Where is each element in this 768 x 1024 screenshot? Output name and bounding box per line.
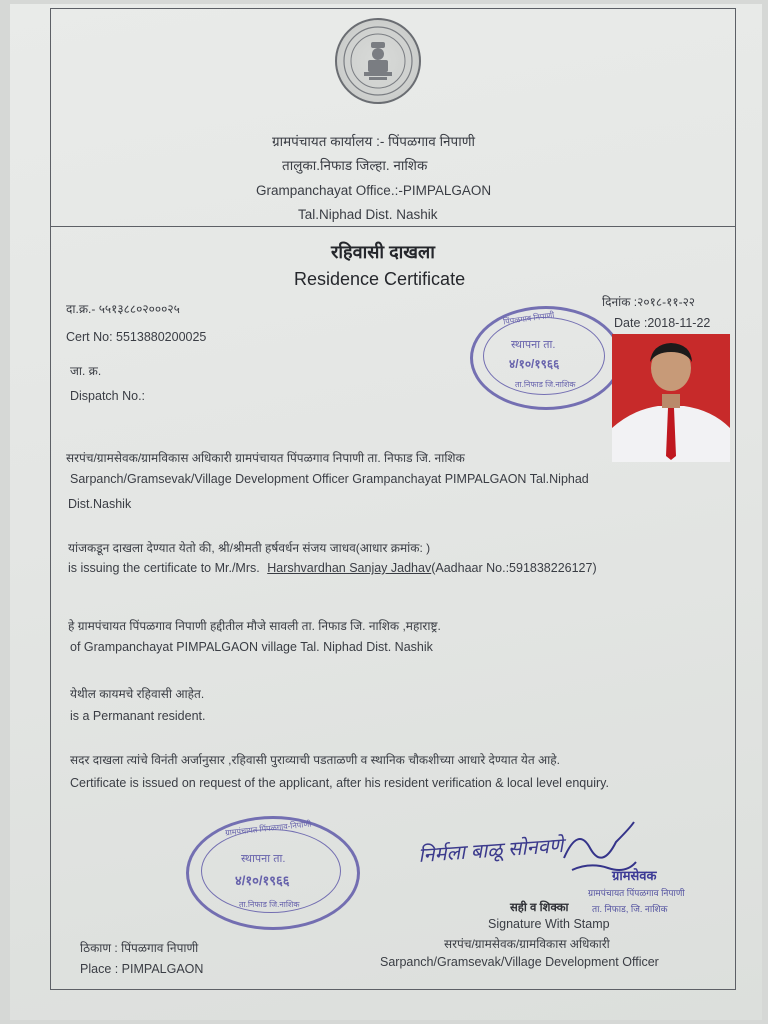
sign-stamp-line1: ग्रामपंचायत पिंपळगाव निपाणी [588, 888, 685, 898]
date-english: Date :2018-11-22 [614, 316, 711, 330]
cert-no-marathi: दा.क्र.- ५५१३८८०२०००२५ [66, 302, 180, 316]
stamp-ring-top: पिंपळगाव निपाणी [502, 310, 555, 327]
title-marathi: रहिवासी दाखला [331, 242, 435, 262]
para5-marathi: सदर दाखला त्यांचे विनंती अर्जानुसार ,रहिवासी पुराव्याची पडताळणी व स्थानिक चौकशीच्या आधारे देण्यात येत आहे. [70, 753, 560, 767]
date-marathi: दिनांक :२०१८-११-२२ [602, 295, 696, 309]
office-english: Grampanchayat Office.:-PIMPALGAON [256, 183, 492, 198]
para1-english-line2: Dist.Nashik [68, 497, 132, 511]
office-marathi: ग्रामपंचायत कार्यालय :- पिंपळगाव निपाणी [272, 134, 475, 149]
sign-stamp-title: ग्रामसेवक [612, 868, 657, 883]
designation-english: Sarpanch/Gramsevak/Village Development Officer [380, 955, 659, 969]
para1-marathi: सरपंच/ग्रामसेवक/ग्रामविकास अधिकारी ग्रामपंचायत पिंपळगाव निपाणी ता. निफाड जि. नाशिक [66, 451, 465, 465]
para5-english: Certificate is issued on request of the applicant, after his resident verification & local level enquiry. [70, 776, 609, 790]
para1-english-line1: Sarpanch/Gramsevak/Village Development Officer Grampanchayat PIMPALGAON Tal.Niphad [70, 472, 589, 486]
stamp-line1: स्थापना ता. [511, 339, 556, 351]
applicant-name: Harshvardhan Sanjay Jadhav [267, 561, 432, 575]
para2-english [68, 561, 597, 575]
applicant-photo [612, 334, 730, 462]
government-emblem-icon [335, 18, 421, 104]
para2-marathi: यांजकडून दाखला देण्यात येतो की, श्री/श्रीमती हर्षवर्धन संजय जाधव(आधार क्रमांक: ) [68, 541, 431, 555]
dispatch-no-marathi: जा. क्र. [70, 364, 102, 378]
designation-marathi: सरपंच/ग्रामसेवक/ग्रामविकास अधिकारी [444, 937, 610, 951]
place-marathi: ठिकाण : पिंपळगाव निपाणी [80, 941, 199, 955]
signature-label-marathi: सही व शिक्का [510, 902, 569, 914]
stamp2-line1: स्थापना ता. [241, 853, 286, 865]
cert-no-english: Cert No: 5513880200025 [66, 330, 207, 344]
aadhaar-number: (Aadhaar No.:591838226127) [431, 561, 597, 575]
stamp2-ring-top: ग्रामपंचायत पिंपळगाव-निपाणी [224, 819, 312, 838]
gram-panchayat-seal-stamp [186, 816, 360, 930]
sign-stamp-line2: ता. निफाड, जि. नाशिक [592, 904, 668, 914]
stamp-line2: ४/१०/१९६६ [509, 357, 560, 371]
stamp2-ring-bottom: ता.निफाड जि.नाशिक [239, 900, 300, 909]
place-english: Place : PIMPALGAON [80, 962, 204, 976]
para2-english-prefix: is issuing the certificate to Mr./Mrs. [68, 561, 260, 575]
office-seal-stamp [470, 306, 622, 410]
taluka-english: Tal.Niphad Dist. Nashik [298, 207, 438, 222]
taluka-marathi: तालुका.निफाड जिल्हा. नाशिक [282, 158, 428, 173]
title-english: Residence Certificate [294, 269, 466, 289]
dispatch-no-english: Dispatch No.: [70, 389, 146, 403]
stamp-ring-bottom: ता.निफाड जि.नाशिक [515, 380, 576, 389]
handwritten-signature: निर्मला बाळू सोनवणे [417, 834, 564, 868]
para4-marathi: येथील कायमचे रहिवासी आहेत. [70, 687, 205, 701]
para3-marathi: हे ग्रामपंचायत पिंपळगाव निपाणी हद्दीतील मौजे सावली ता. निफाड जि. नाशिक ,महाराष्ट्र. [68, 619, 441, 633]
header-divider [50, 226, 736, 227]
para3-english: of Grampanchayat PIMPALGAON village Tal. Niphad Dist. Nashik [70, 640, 433, 654]
para4-english: is a Permanant resident. [70, 709, 206, 723]
signature-label-english: Signature With Stamp [488, 917, 610, 931]
stamp2-line2: ४/१०/१९६६ [235, 873, 290, 888]
